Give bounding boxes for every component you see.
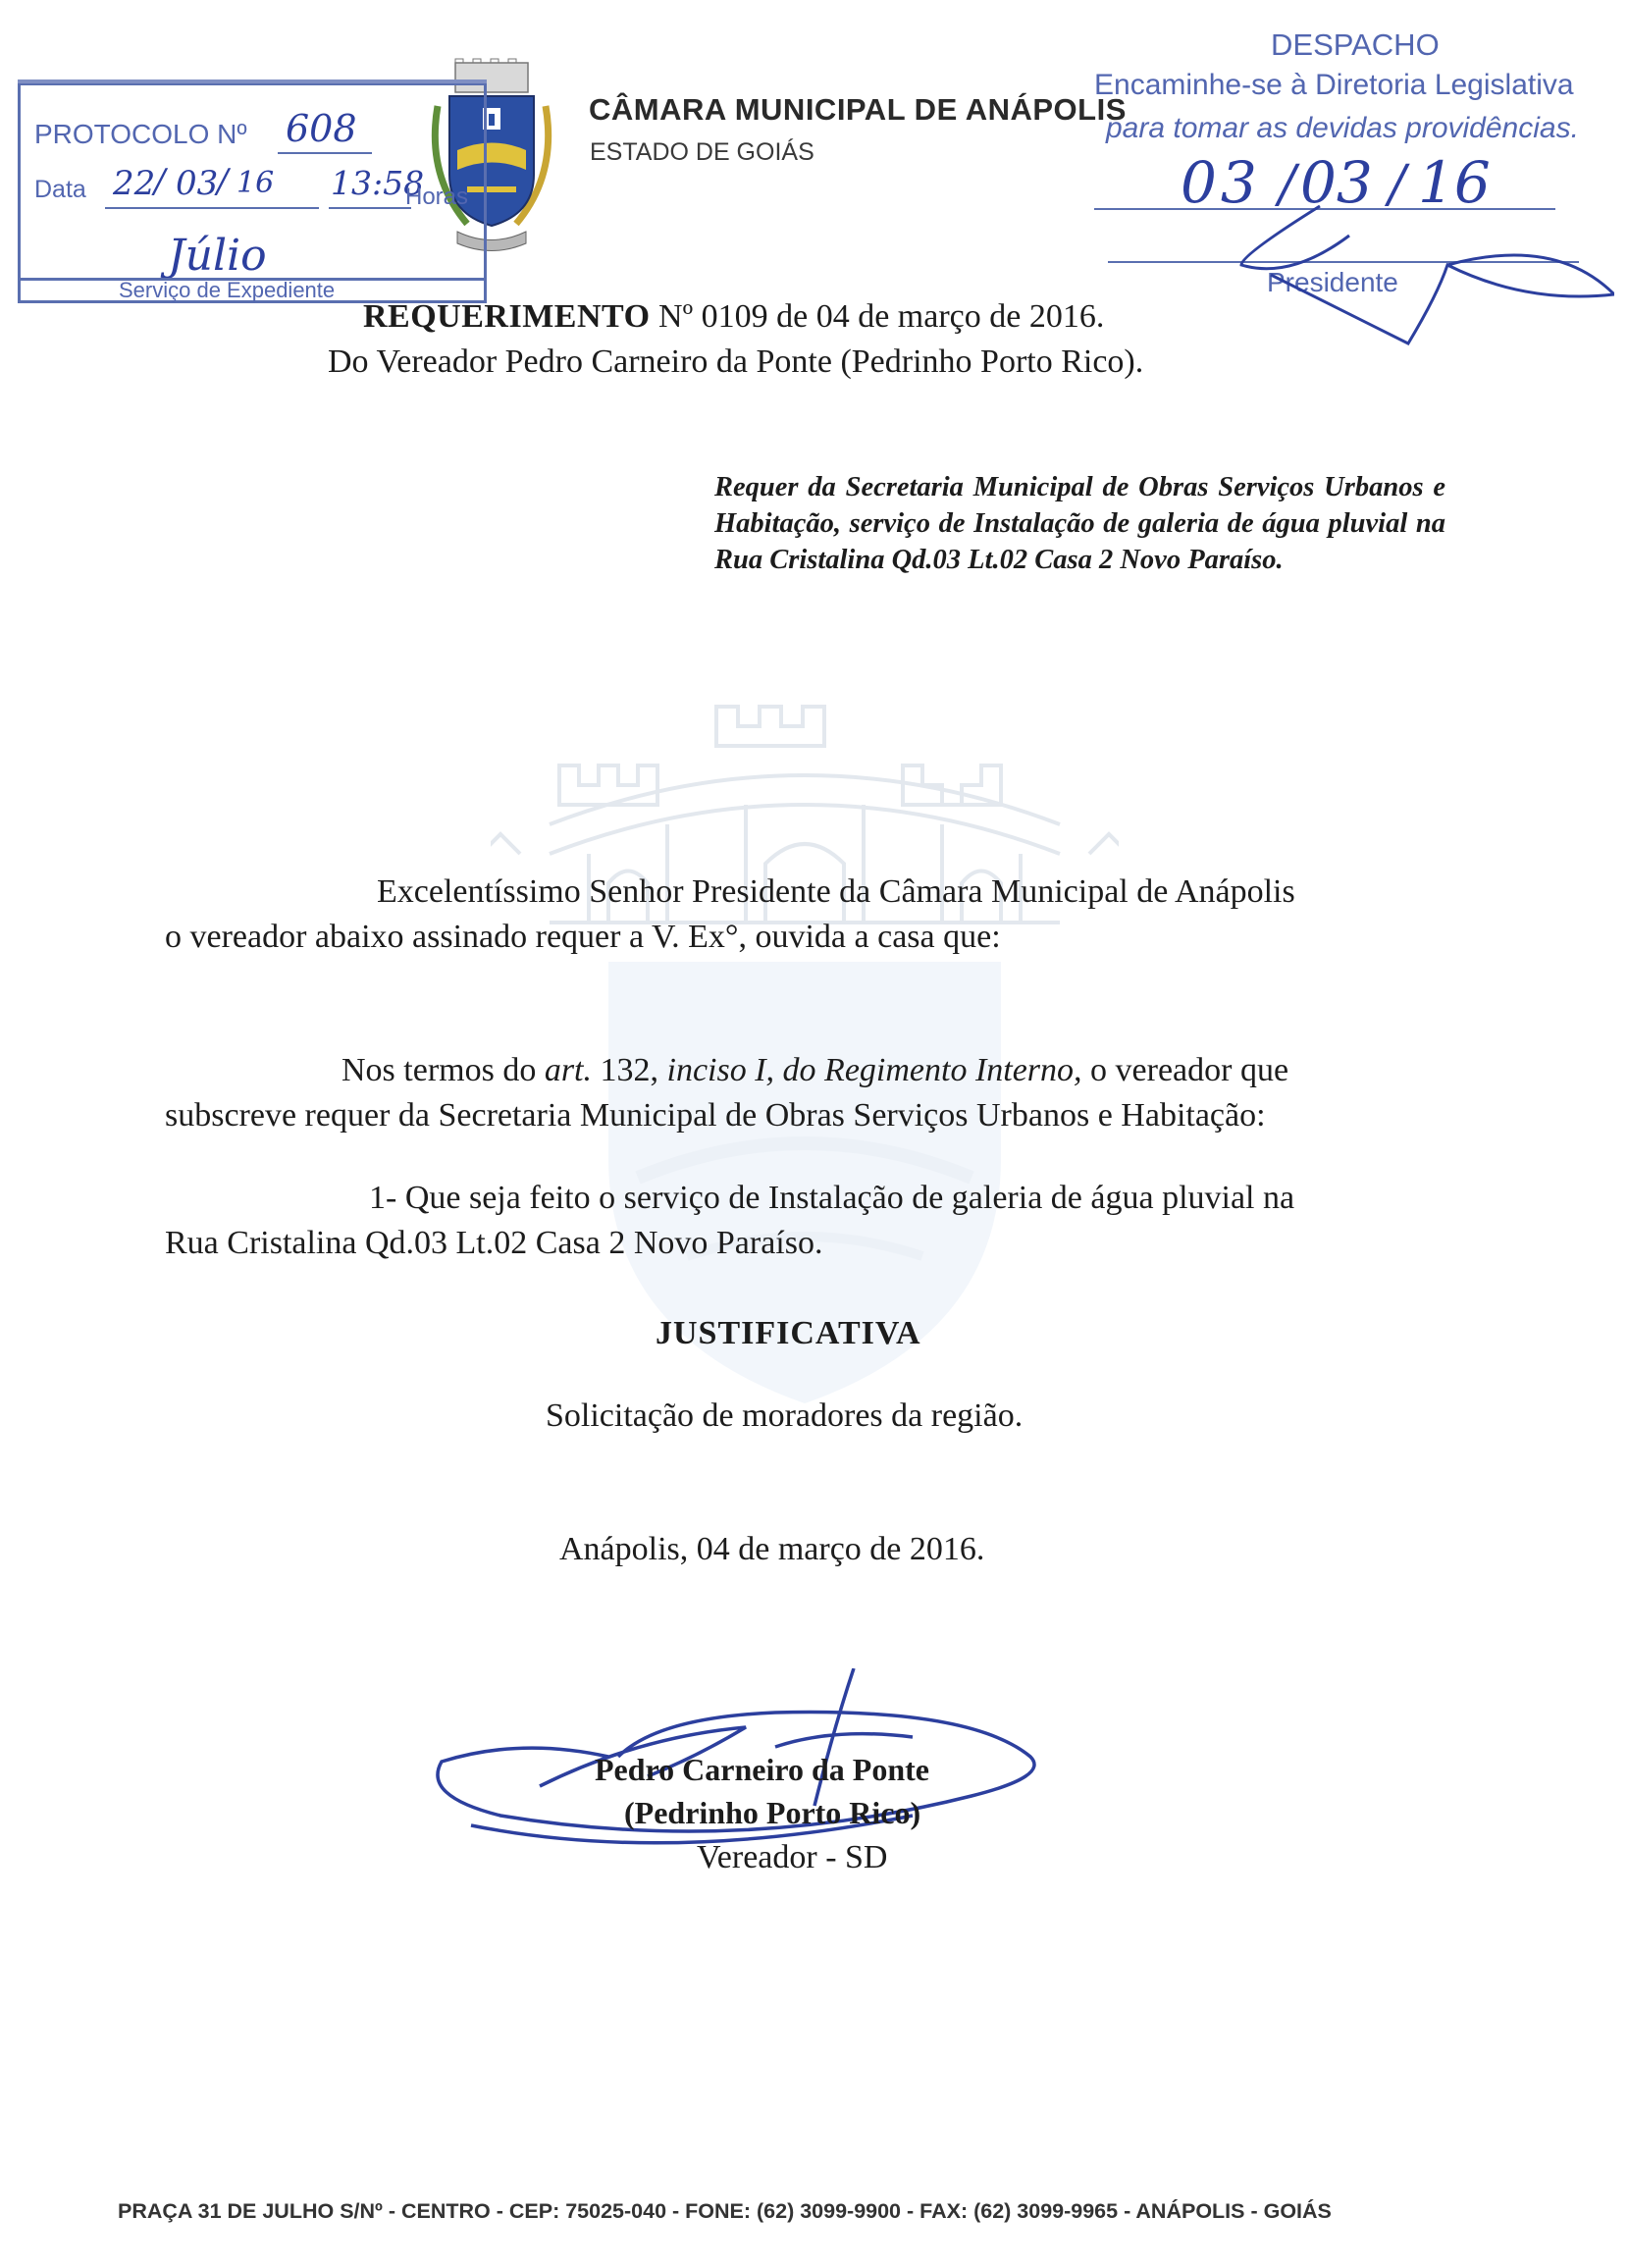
- date-day: 22: [113, 164, 156, 203]
- despacho-stamp: DESPACHO Encaminhe-se à Diretoria Legislativa para tomar as devidas providências. 03 / 03 / 16 Presidente: [1094, 20, 1624, 343]
- despacho-date-day: 03: [1181, 149, 1261, 216]
- signatory-name: Pedro Carneiro da Ponte: [595, 1752, 929, 1787]
- legal-basis-line2: subscreve requer da Secretaria Municipal de Obras Serviços Urbanos e Habitação:: [165, 1097, 1266, 1134]
- document-number-date: Nº 0109 de 04 de março de 2016.: [650, 298, 1105, 335]
- time-line: [329, 207, 411, 209]
- date-month: 03: [176, 164, 219, 203]
- request-item-line2: Rua Cristalina Qd.03 Lt.02 Casa 2 Novo Paraíso.: [165, 1225, 823, 1261]
- request-item-line1: 1- Que seja feito o serviço de Instalação de galeria de água pluvial na: [369, 1180, 1295, 1216]
- place-date: Anápolis, 04 de março de 2016.: [559, 1531, 985, 1567]
- legal-basis-line1: Nos termos do art. 132, inciso I, do Regimento Interno, o vereador que: [341, 1052, 1289, 1088]
- document-title: [363, 294, 1104, 340]
- protocol-department: Serviço de Expediente: [119, 278, 336, 302]
- justification-heading: JUSTIFICATIVA: [656, 1315, 921, 1351]
- document-type: REQUERIMENTO: [363, 298, 651, 335]
- despacho-date-month: 03: [1300, 149, 1373, 216]
- protocol-label: PROTOCOLO Nº: [34, 119, 247, 149]
- footer-address: PRAÇA 31 DE JULHO S/Nº - CENTRO - CEP: 75025-040 - FONE: (62) 3099-9900 - FAX: (62) 3099-9965 - ANÁPOLIS - GOIÁS: [118, 2199, 1332, 2223]
- stamp-top-border: [18, 79, 487, 83]
- protocol-stamp: PROTOCOLO Nº 608 Data 22 / 03 / 16 13:58 Horas Júlio Serviço de Expediente: [18, 82, 487, 303]
- salutation-line1: Excelentíssimo Senhor Presidente da Câmara Municipal de Anápolis: [377, 873, 1295, 910]
- date-year: 16: [236, 166, 275, 200]
- document-author: Do Vereador Pedro Carneiro da Ponte (Pedrinho Porto Rico).: [328, 343, 1144, 380]
- signatory-nickname: (Pedrinho Porto Rico): [624, 1795, 921, 1830]
- chamber-state: ESTADO DE GOIÁS: [590, 138, 814, 166]
- protocol-number-line: [278, 152, 372, 154]
- protocol-signature: Júlio: [168, 231, 267, 281]
- chamber-name: CÂMARA MUNICIPAL DE ANÁPOLIS: [589, 92, 1127, 127]
- summary-ementa: Requer da Secretaria Municipal de Obras Serviços Urbanos e Habitação, serviço de Instalação de galeria de água pluvial na Rua Cristalina Qd.03 Lt.02 Casa 2 Novo Paraíso.: [714, 472, 1445, 575]
- signatory-role: Vereador - SD: [697, 1839, 888, 1875]
- justification-text: Solicitação de moradores da região.: [546, 1398, 1024, 1434]
- date-line: [105, 207, 319, 209]
- despacho-line1: Encaminhe-se à Diretoria Legislativa: [1094, 69, 1574, 101]
- despacho-title: DESPACHO: [1271, 27, 1440, 62]
- protocol-time: 13:58: [331, 164, 425, 202]
- despacho-role: Presidente: [1267, 267, 1398, 297]
- hours-label: Horas: [405, 184, 469, 210]
- despacho-line2: para tomar as devidas providências.: [1106, 112, 1579, 144]
- president-signature-icon: [1202, 196, 1614, 353]
- despacho-date-year: 16: [1418, 149, 1491, 216]
- protocol-number: 608: [286, 107, 357, 150]
- salutation-line2: o vereador abaixo assinado requer a V. Ex°, ouvida a casa que:: [165, 919, 1001, 955]
- date-label: Data: [34, 176, 86, 203]
